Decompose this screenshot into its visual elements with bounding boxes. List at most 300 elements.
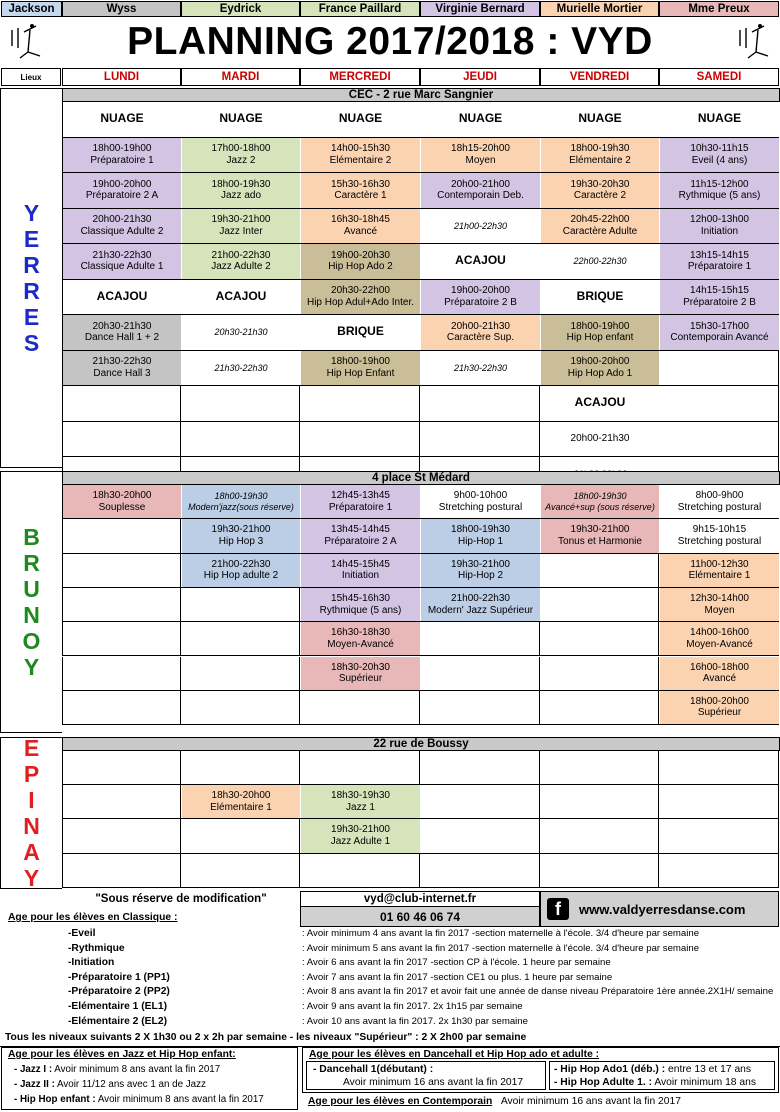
class-time: 10h30-11h15	[690, 143, 749, 155]
time-slot: 20h30-21h30	[214, 327, 268, 338]
class-name: Supérieur	[338, 673, 383, 685]
empty-slot	[420, 622, 540, 656]
hiphop-adulte-name: - Hip Hop Adulte 1. :	[554, 1077, 653, 1088]
class-slot	[182, 173, 300, 208]
room-name: NUAGE	[697, 111, 742, 126]
class-slot	[541, 209, 659, 244]
jazz-title: Age pour les élèves en Jazz et Hip Hop enfant:	[8, 1049, 236, 1060]
class-name: Hip Hop 3	[218, 535, 264, 547]
class-slot	[301, 102, 420, 137]
class-time: 17h00-18h00	[211, 143, 271, 155]
class-slot	[541, 102, 659, 137]
class-slot	[541, 351, 659, 386]
class-time: 18h15-20h00	[451, 143, 510, 155]
class-name: Elémentaire 1	[210, 801, 272, 813]
page-title: PLANNING 2017/2018 : VYD	[127, 20, 653, 63]
class-slot	[182, 315, 300, 350]
empty-slot	[181, 588, 300, 622]
empty-slot	[62, 785, 181, 819]
class-slot	[421, 173, 540, 208]
class-slot	[301, 485, 420, 518]
class-time: 9h15-10h15	[692, 524, 747, 536]
town-letter: Y	[23, 654, 40, 680]
class-slot	[660, 622, 779, 655]
teacher-name: Eydrick	[219, 3, 262, 15]
teacher-4	[420, 1, 540, 17]
town-letter: B	[23, 524, 40, 550]
empty-slot	[420, 819, 540, 853]
town-letter: S	[23, 330, 40, 356]
room-name: ACAJOU	[574, 395, 626, 410]
town-letter: P	[23, 761, 40, 787]
facebook-icon: f	[547, 898, 569, 920]
class-name: Souplesse	[98, 501, 146, 513]
class-slot	[63, 485, 181, 518]
class-time: 18h00-19h30	[214, 491, 268, 502]
class-time: 18h30-19h30	[331, 790, 390, 802]
phone-box	[300, 907, 540, 927]
class-slot	[541, 138, 659, 173]
dancer-logo-left	[6, 22, 48, 62]
class-name: Eveil (4 ans)	[691, 154, 748, 166]
jazz-row	[14, 1094, 264, 1105]
class-slot	[301, 209, 420, 244]
class-slot	[301, 588, 420, 621]
yerres-address-header	[62, 88, 780, 102]
teacher-name: Mme Preux	[688, 3, 750, 15]
empty-slot	[420, 386, 540, 422]
hiphop-adulte-row	[554, 1077, 756, 1088]
jazz-row	[14, 1079, 206, 1090]
hiphop-ado-row	[554, 1064, 751, 1075]
class-name: Moyen	[704, 604, 735, 616]
contemporain-desc: Avoir minimum 16 ans avant la fin 2017	[500, 1096, 681, 1107]
class-slot	[182, 351, 300, 386]
class-time: 14h15-15h15	[690, 285, 749, 297]
class-slot	[541, 280, 659, 315]
empty-slot	[181, 622, 300, 656]
email-box	[300, 891, 540, 907]
jazz-level-desc: Avoir minimum 8 ans avant la fin 2017	[54, 1064, 221, 1075]
class-time: 20h00-21h30	[451, 320, 510, 332]
room-name: ACAJOU	[455, 253, 506, 268]
class-name: Avancé	[343, 225, 378, 237]
epinay-town-label	[0, 737, 62, 889]
classique-level-desc: : Avoir 7 ans avant la fin 2017 -section CE1 ou plus. 1 heure par semaine	[302, 971, 613, 983]
class-slot	[660, 519, 779, 552]
class-slot	[660, 315, 779, 350]
class-slot	[301, 622, 420, 655]
dance-title: Age pour les élèves en Dancehall et Hip Hop ado et adulte :	[309, 1049, 600, 1060]
class-name: Hip Hop Adul+Ado Inter.	[306, 296, 415, 308]
empty-slot	[420, 785, 540, 819]
class-time: 16h30-18h45	[331, 214, 390, 226]
epinay-address-header	[62, 737, 780, 751]
class-slot	[421, 209, 540, 244]
website-box	[540, 891, 779, 927]
classique-level-name: -Rythmique	[68, 942, 125, 954]
room-name: NUAGE	[578, 111, 622, 126]
class-name: Caractère Sup.	[446, 332, 515, 344]
class-slot	[660, 102, 779, 137]
class-slot	[541, 519, 659, 552]
day-label: VENDREDI	[569, 71, 630, 83]
classique-level-desc: : Avoir minimum 5 ans avant la fin 2017 -section maternelle à l'école. 3/4 d'heure par semaine	[302, 942, 700, 954]
dance-inner-right	[549, 1061, 775, 1090]
empty-slot	[300, 422, 420, 458]
empty-slot	[540, 657, 659, 691]
class-time: 21h00-22h30	[451, 593, 510, 605]
class-name: Avancé	[702, 673, 737, 685]
classique-level-desc: : Avoir 10 ans avant la fin 2017. 2x 1h30 par semaine	[302, 1015, 528, 1027]
class-time: 18h30-20h00	[92, 490, 152, 502]
empty-slot	[181, 386, 300, 422]
empty-slot	[420, 854, 540, 888]
empty-slot	[181, 657, 300, 691]
classique-level-name: -Préparatoire 2 (PP2)	[68, 986, 170, 998]
class-time: 15h30-16h30	[331, 178, 390, 190]
class-name: Hip Hop Ado 2	[328, 261, 393, 273]
class-time: 20h30-22h00	[331, 285, 390, 297]
class-slot	[301, 657, 420, 690]
hiphop-ado-name: - Hip Hop Ado1 (déb.) :	[554, 1064, 666, 1075]
classique-level-name: -Elémentaire 1 (EL1)	[68, 1001, 167, 1012]
empty-slot	[540, 819, 659, 853]
empty-slot	[62, 691, 181, 725]
class-name: Initiation	[341, 570, 380, 582]
dancehall-desc: Avoir minimum 16 ans avant la fin 2017	[343, 1077, 524, 1088]
jazz-row	[14, 1064, 220, 1075]
class-name: Jazz Adulte 1	[330, 835, 391, 847]
empty-slot	[540, 751, 659, 785]
class-slot	[660, 173, 779, 208]
town-letter: I	[28, 787, 35, 813]
class-time: 18h00-19h30	[211, 178, 271, 190]
empty-slot	[62, 854, 181, 888]
class-name: Hip Hop Ado 1	[567, 367, 633, 379]
class-name: Classique Adulte 1	[80, 261, 164, 273]
class-slot	[421, 315, 540, 350]
class-time: 14h00-16h00	[690, 627, 749, 639]
address: CEC - 2 rue Marc Sangnier	[348, 89, 494, 101]
class-slot	[301, 351, 420, 386]
class-name: Jazz Adulte 2	[211, 261, 271, 273]
empty-slot	[181, 751, 300, 785]
class-time: 19h30-20h30	[570, 178, 630, 190]
day-label: JEUDI	[463, 71, 497, 83]
class-slot	[63, 351, 181, 386]
brunoy-address-header	[62, 471, 780, 485]
contemporain-row	[308, 1096, 681, 1107]
class-time: 13h45-14h45	[331, 524, 390, 536]
class-time: 13h15-14h15	[690, 249, 749, 261]
empty-slot	[62, 519, 181, 553]
empty-slot	[62, 554, 181, 588]
class-time: 18h00-19h30	[451, 524, 510, 536]
empty-slot	[62, 422, 181, 458]
brunoy-town-label	[0, 471, 62, 733]
class-slot	[421, 138, 540, 173]
room-name: NUAGE	[219, 111, 263, 126]
town-letter: R	[23, 252, 40, 278]
class-name: Elémentaire 2	[569, 154, 631, 166]
room-name: NUAGE	[338, 111, 383, 126]
day-label: LUNDI	[103, 71, 140, 83]
class-time: 18h00-19h30	[573, 491, 627, 502]
class-slot	[301, 173, 420, 208]
address: 4 place St Médard	[372, 472, 470, 484]
class-slot	[660, 209, 779, 244]
town-letter: A	[23, 839, 40, 865]
class-time: 19h00-20h00	[92, 178, 152, 190]
empty-slot	[420, 751, 540, 785]
town-letter: R	[23, 278, 40, 304]
empty-slot	[659, 854, 779, 888]
class-time: 14h00-15h30	[331, 143, 390, 155]
empty-slot	[659, 351, 779, 387]
class-time: 20h00-21h30	[92, 214, 152, 226]
classique-level-desc: : Avoir 6 ans avant la fin 2017 -section CP à l'école. 1 heure par semaine	[302, 957, 611, 969]
town-letter: E	[23, 735, 40, 761]
day-label: SAMEDI	[696, 71, 742, 83]
town-letter: N	[23, 602, 40, 628]
class-slot	[541, 386, 659, 421]
class-time: 9h00-10h00	[453, 490, 508, 502]
class-name: Rythmique (5 ans)	[678, 190, 761, 202]
class-time: 19h30-21h00	[211, 214, 271, 226]
class-time: 18h00-20h00	[690, 695, 749, 707]
hiphop-ado-desc: entre 13 et 17 ans	[668, 1064, 752, 1075]
class-name: Stretching postural	[438, 501, 523, 513]
classique-level-desc: : Avoir minimum 4 ans avant la fin 2017 -section maternelle à l'école. 3/4 d'heure par semaine	[302, 928, 700, 939]
teacher-1	[62, 1, 181, 17]
empty-slot	[300, 751, 420, 785]
class-slot	[421, 351, 540, 386]
class-slot	[301, 819, 420, 852]
empty-slot	[62, 622, 181, 656]
classique-title: Age pour les élèves en Classique :	[8, 912, 178, 923]
class-slot	[541, 173, 659, 208]
class-time: 18h30-20h30	[331, 661, 390, 673]
yerres-town-label	[0, 88, 62, 468]
dance-box	[302, 1047, 779, 1093]
class-name: Avancé+sup (sous réserve)	[545, 501, 655, 512]
empty-slot	[659, 386, 779, 422]
classique-level-name: -Initiation	[68, 957, 115, 969]
room-name: NUAGE	[458, 111, 503, 126]
hiphop-adulte-desc: Avoir minimum 18 ans	[654, 1077, 756, 1088]
class-name: Préparatoire 1	[90, 154, 154, 166]
empty-slot	[540, 691, 659, 725]
class-name: Elémentaire 1	[688, 570, 751, 582]
class-slot	[421, 519, 540, 552]
empty-slot	[300, 854, 420, 888]
class-name: Supérieur	[697, 707, 742, 719]
class-name: Initiation	[700, 225, 739, 237]
jazz-level-name: - Jazz I :	[14, 1064, 53, 1075]
day-jeudi	[420, 68, 540, 86]
class-name: Caractère 1	[334, 190, 387, 202]
class-slot	[541, 422, 659, 457]
class-time: 16h00-18h00	[690, 661, 749, 673]
empty-slot	[300, 386, 420, 422]
empty-slot	[181, 819, 300, 853]
day-mardi	[181, 68, 300, 86]
teacher-2	[181, 1, 300, 17]
phone: 01 60 46 06 74	[379, 909, 461, 924]
class-time: 19h30-21h00	[211, 524, 271, 536]
class-time: 19h30-21h00	[451, 558, 510, 570]
class-slot	[301, 519, 420, 552]
empty-slot	[300, 691, 420, 725]
class-time: 18h00-19h30	[570, 143, 630, 155]
class-slot	[541, 244, 659, 279]
dance-inner-left	[306, 1061, 546, 1090]
class-name: Dance Hall 3	[93, 367, 151, 379]
class-name: Préparatoire 2 A	[324, 535, 397, 547]
class-slot	[182, 280, 300, 315]
class-slot	[182, 485, 300, 518]
class-name: Modern'jazz(sous réserve)	[188, 501, 294, 512]
class-slot	[182, 138, 300, 173]
empty-slot	[540, 785, 659, 819]
class-slot	[421, 244, 540, 279]
class-time: 19h00-20h30	[331, 249, 390, 261]
room-name: ACAJOU	[215, 288, 267, 303]
class-time: 18h30-20h00	[211, 790, 271, 802]
class-slot	[541, 315, 659, 350]
jazz-level-desc: Avoir minimum 8 ans avant la fin 2017	[97, 1094, 264, 1105]
classique-level-desc: : Avoir 8 ans avant la fin 2017 et avoir fait une année de danse niveau Préparatoire 1ère année.2X1H/ semaine	[302, 986, 774, 998]
empty-slot	[659, 785, 779, 819]
class-time: 18h00-19h00	[570, 320, 630, 332]
jazz-level-name: - Jazz II :	[14, 1079, 55, 1090]
dancer-logo-right	[734, 22, 776, 62]
room-name: BRIQUE	[576, 288, 624, 303]
class-slot	[421, 554, 540, 587]
time-slot: 21h00-22h30	[453, 220, 508, 231]
room-name: NUAGE	[100, 111, 144, 126]
class-slot	[182, 519, 300, 552]
class-slot	[182, 209, 300, 244]
class-slot	[660, 588, 779, 621]
class-slot	[660, 280, 779, 315]
town-letter: E	[23, 226, 40, 252]
class-time: 20h00-21h00	[451, 178, 510, 190]
class-time: 15h45-16h30	[331, 593, 390, 605]
time-slot: 20h00-21h30	[570, 433, 630, 444]
class-name: Hip Hop enfant	[566, 332, 634, 344]
town-letter: E	[23, 304, 40, 330]
class-name: Stretching postural	[677, 501, 762, 513]
class-name: Jazz 1	[346, 801, 375, 813]
empty-slot	[420, 422, 540, 458]
classique-level-desc: : Avoir 9 ans avant la fin 2017. 2x 1h15 par semaine	[302, 1001, 523, 1012]
empty-slot	[420, 657, 540, 691]
class-slot	[421, 588, 540, 621]
day-samedi	[659, 68, 779, 86]
class-name: Hip Hop Enfant	[326, 367, 395, 379]
empty-slot	[659, 751, 779, 785]
class-name: Contemporain Avancé	[670, 332, 769, 344]
class-slot	[182, 785, 300, 818]
class-name: Préparatoire 2 B	[444, 296, 517, 308]
class-slot	[541, 485, 659, 518]
teacher-3	[300, 1, 420, 17]
empty-slot	[659, 819, 779, 853]
empty-slot	[62, 657, 181, 691]
class-time: 20h30-21h30	[92, 320, 152, 332]
town-letter: Y	[23, 865, 40, 891]
class-slot	[301, 244, 420, 279]
class-slot	[63, 173, 181, 208]
class-slot	[182, 244, 300, 279]
class-time: 18h00-19h00	[331, 356, 390, 368]
teacher-6	[659, 1, 779, 17]
class-name: Moyen-Avancé	[327, 638, 394, 650]
class-name: Préparatoire 2 B	[683, 296, 756, 308]
town-letter: Y	[23, 200, 40, 226]
class-time: 21h00-22h30	[211, 558, 271, 570]
class-time: 14h45-15h45	[331, 558, 390, 570]
class-name: Préparatoire 1	[328, 501, 393, 513]
address: 22 rue de Boussy	[373, 738, 469, 750]
class-slot	[421, 102, 540, 137]
class-name: Moyen-Avancé	[686, 638, 753, 650]
empty-slot	[540, 554, 659, 588]
class-name: Contemporain Deb.	[437, 190, 524, 202]
class-time: 21h30-22h30	[92, 356, 152, 368]
class-time: 16h30-18h30	[331, 627, 390, 639]
town-letter: O	[22, 628, 41, 654]
class-time: 8h00-9h00	[695, 490, 744, 502]
class-name: Hip-Hop 2	[457, 570, 504, 582]
class-time: 18h00-19h00	[92, 143, 152, 155]
town-letter: U	[23, 576, 40, 602]
empty-slot	[659, 422, 779, 458]
town-letter: N	[23, 813, 40, 839]
time-slot: 21h30-22h30	[453, 362, 508, 373]
class-slot	[301, 554, 420, 587]
teacher-5	[540, 1, 659, 17]
empty-slot	[181, 691, 300, 725]
empty-slot	[181, 422, 300, 458]
levels-note: Tous les niveaux suivants 2 X 1h30 ou 2 x 2h par semaine - les niveaux "Supérieur" : 2 X 2h00 par semaine	[5, 1032, 527, 1043]
class-name: Préparatoire 2 A	[85, 190, 159, 202]
class-time: 12h45-13h45	[331, 490, 390, 502]
class-slot	[301, 138, 420, 173]
class-name: Elémentaire 2	[329, 154, 392, 166]
time-slot: 21h30-22h30	[214, 362, 268, 373]
classique-level-name: -Préparatoire 1 (PP1)	[68, 971, 170, 983]
class-time: 20h45-22h00	[570, 214, 630, 226]
teacher-name: Jackson	[8, 3, 55, 15]
town-letter: R	[23, 550, 40, 576]
class-time: 21h00-22h30	[211, 249, 271, 261]
room-name: BRIQUE	[337, 324, 384, 339]
class-name: Hip-Hop 1	[457, 535, 504, 547]
class-name: Classique Adulte 2	[80, 225, 164, 237]
class-name: Dance Hall 1 + 2	[84, 332, 160, 344]
dancehall-name: - Dancehall 1(débutant) :	[313, 1064, 434, 1075]
empty-slot	[540, 622, 659, 656]
class-slot	[660, 691, 779, 724]
room-name: ACAJOU	[96, 288, 148, 303]
empty-slot	[420, 691, 540, 725]
teacher-0	[1, 1, 62, 17]
jazz-level-name: - Hip Hop enfant :	[14, 1094, 96, 1105]
class-slot	[63, 138, 181, 173]
